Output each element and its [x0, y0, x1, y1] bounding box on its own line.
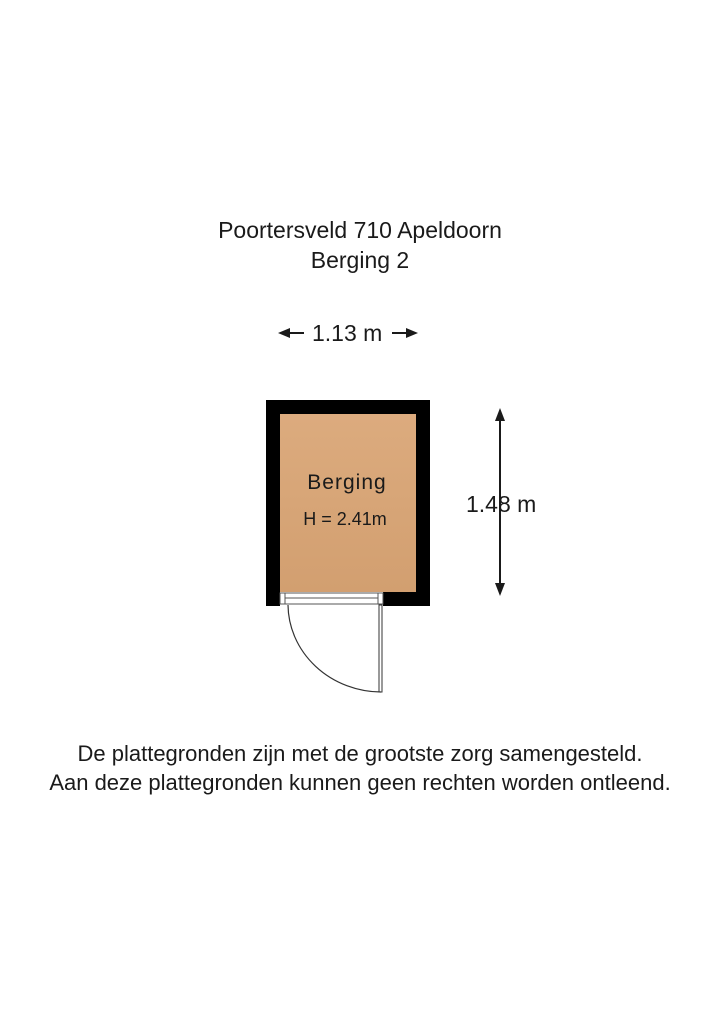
arrow-down-icon: [495, 583, 505, 596]
width-dimension-label: 1.13 m: [312, 320, 383, 346]
disclaimer-line-1: De plattegronden zijn met de grootste zorg samengesteld.: [77, 741, 643, 766]
height-dimension-label: 1.48 m: [466, 491, 537, 517]
room-label: Berging: [307, 471, 387, 494]
room-height-label: H = 2.41m: [303, 509, 387, 529]
arrow-left-icon: [278, 328, 290, 338]
room-floor: [280, 414, 416, 592]
plan-title-address: Poortersveld 710 Apeldoorn: [218, 217, 502, 243]
door-swing: [288, 605, 382, 692]
arrow-right-icon: [406, 328, 418, 338]
disclaimer-line-2: Aan deze plattegronden kunnen geen rechten worden ontleend.: [49, 770, 671, 795]
arrow-up-icon: [495, 408, 505, 421]
plan-subtitle: Berging 2: [310, 247, 410, 273]
